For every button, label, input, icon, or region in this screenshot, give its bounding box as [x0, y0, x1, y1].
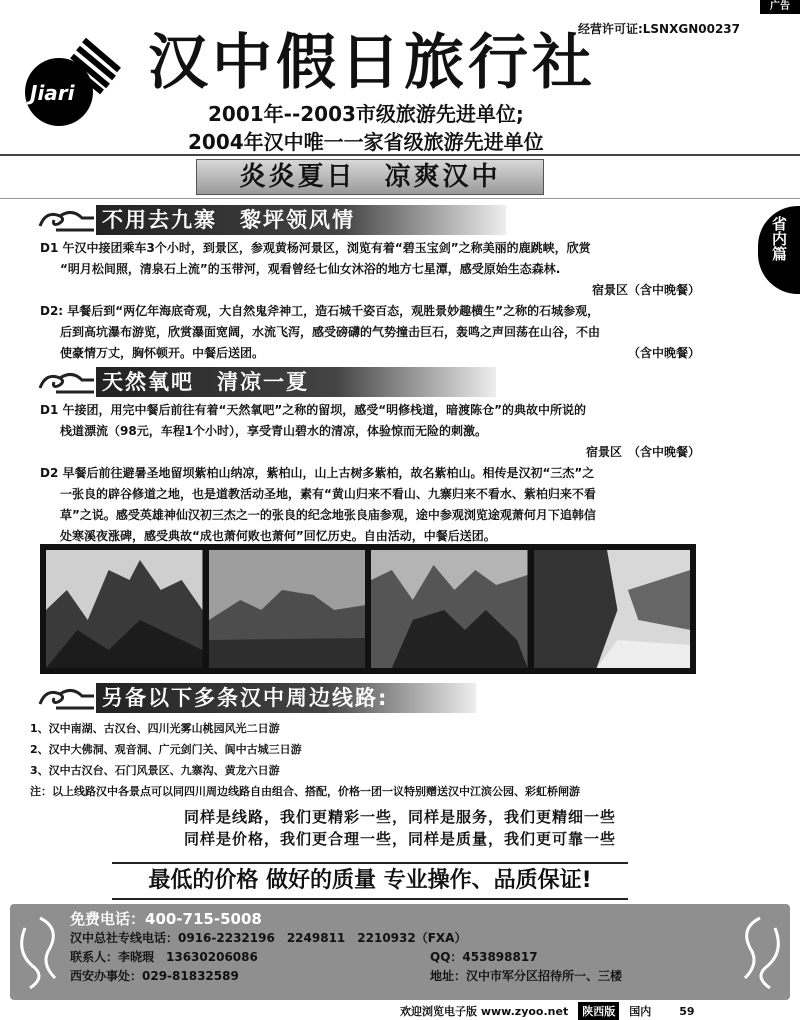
day-text: 草”之说。感受英雄神仙汉初三杰之一的张良的纪念地张良庙参观，途中参观浏览途观萧何月下追韩信	[60, 508, 596, 522]
itinerary-oxygen-bar	[40, 400, 700, 547]
day-text: D1 午汉中接团乘车3个小时，到景区，参观黄杨河景区，浏览有着“碧玉宝剑”之称美丽的鹿跳峡，欣赏	[40, 241, 591, 255]
qq-number: QQ：453898817	[430, 950, 538, 964]
cloud-swirl-icon	[36, 204, 96, 236]
section-title: 不用去九寨 黎坪领风情	[96, 205, 506, 235]
summer-banner: 炎炎夏日 凉爽汉中	[196, 159, 544, 195]
slogan-line: 同样是线路，我们更精彩一些，同样是服务，我们更精细一些	[183, 808, 616, 826]
ornament-icon	[730, 908, 790, 996]
address: 地址：汉中市军分区招待所一、三楼	[430, 969, 623, 983]
section-heading	[36, 682, 476, 714]
itinerary-jiuzhai	[40, 238, 700, 364]
day-text-row	[40, 343, 700, 364]
day-text: “明月松间照，清泉石上流”的玉带河，观看曾经七仙女沐浴的地方七星潭，感受原始生态森林.	[60, 262, 561, 276]
contact-person: 联系人：李晓瑕 13630206086	[70, 950, 258, 964]
route-item: 1、汉中南湖、古汉台、四川光雾山桃园风光二日游	[30, 722, 280, 735]
edition-badge: 陕西版	[578, 1002, 619, 1020]
quality-slogan: 最低的价格 做好的质量 专业操作、品质保证!	[112, 862, 628, 900]
honor-line-2: 2004年汉中唯一一家省级旅游先进单位	[188, 130, 544, 154]
side-tab-label: 省内篇	[770, 216, 788, 261]
section-heading	[36, 366, 496, 398]
meal-note: 宿景区（含中晚餐）	[591, 283, 700, 297]
day-text: 后到高坑瀑布游览，欣赏瀑面宽阔，水流飞泻，感受磅礴的气势撞击巨石，轰鸣之声回荡在山谷，不由	[60, 325, 601, 339]
contact-footer	[10, 904, 790, 1000]
day-text: D1 午接团，用完中餐后前往有着“天然氧吧”之称的留坝，感受“明修栈道，暗渡陈仓”的典故中所说的	[40, 403, 587, 417]
day-text: 处寒溪夜涨碑，感受典故“成也萧何败也萧何”回忆历史。自由活动，中餐后送团。	[60, 529, 496, 543]
section-title: 另备以下多条汉中周边线路:	[96, 683, 476, 713]
agency-logo	[14, 30, 124, 130]
cloud-swirl-icon	[36, 366, 96, 398]
divider	[0, 154, 800, 156]
section-heading	[36, 204, 506, 236]
scenery-photo-strip	[40, 544, 696, 674]
ornament-icon	[10, 908, 70, 996]
hotline-text: 免费电话：400-715-5008	[70, 910, 262, 928]
page-title: 汉中假日旅行社	[148, 28, 596, 98]
welcome-text: 欢迎浏览电子版 www.zyoo.net	[400, 1005, 569, 1018]
hq-phone	[70, 929, 730, 948]
page-footer	[400, 1002, 695, 1020]
license-number: 经营许可证:LSNXGN00237	[577, 22, 740, 36]
day-text: D2: 早餐后到“两亿年海底奇观，大自然鬼斧神工，造石城千姿百态，观胜景妙趣横生”之称的石城参观，	[40, 304, 600, 318]
slogan-line: 同样是价格，我们更合理一些，同样是质量，我们更可靠一些	[183, 830, 616, 848]
hq-phone-text: 汉中总社专线电话：0916-2232196 2249811 2210932（FXA）	[70, 931, 467, 945]
ad-tag: 广告	[760, 0, 800, 14]
gorge-photo	[371, 550, 528, 668]
route-note: 注：以上线路汉中各景点可以同四川周边线路自由组合、搭配，价格一团一议特别赠送汉中江滨公园、彩虹桥闸游	[30, 785, 580, 798]
day-text: 一张良的辟谷修道之地，也是道教活动圣地，素有“黄山归来不看山、九寨归来不看水、紫柏归来不看	[60, 487, 596, 501]
mountain-photo	[46, 550, 203, 668]
hotline	[70, 910, 730, 929]
page-number: 59	[679, 1004, 695, 1018]
xian-office: 西安办事处：029-81832589	[70, 969, 239, 983]
day-text: 使豪情万丈，胸怀顿开。中餐后送团。	[60, 346, 265, 360]
honor-line-1: 2001年--2003市级旅游先进单位;	[208, 102, 524, 126]
divider	[0, 198, 800, 199]
cliff-photo	[209, 550, 366, 668]
day-text: 栈道漂流（98元，车程1个小时），享受青山碧水的清凉，体验惊而无险的刺激。	[60, 424, 488, 438]
section-title: 天然氧吧 清凉一夏	[96, 367, 496, 397]
route-item: 3、汉中古汉台、石门风景区、九寨沟、黄龙六日游	[30, 764, 280, 777]
contact-row	[70, 948, 730, 967]
day-text: D2 早餐后前往避暑圣地留坝紫柏山纳凉，紫柏山，山上古树多紫柏，故名紫柏山。相传是汉初“三杰”之	[40, 466, 595, 480]
logo-text: Jiari	[30, 81, 75, 105]
meal-note: （含中晚餐）	[627, 346, 700, 360]
meal-note: 宿景区 （含中晚餐）	[585, 445, 700, 459]
route-item: 2、汉中大佛洞、观音洞、广元剑门关、阆中古城三日游	[30, 743, 302, 756]
office-row	[70, 967, 730, 986]
side-tab-province	[758, 206, 800, 294]
route-list	[30, 718, 670, 802]
river-photo	[534, 550, 691, 668]
category: 国内	[629, 1005, 652, 1018]
cloud-swirl-icon	[36, 682, 96, 714]
